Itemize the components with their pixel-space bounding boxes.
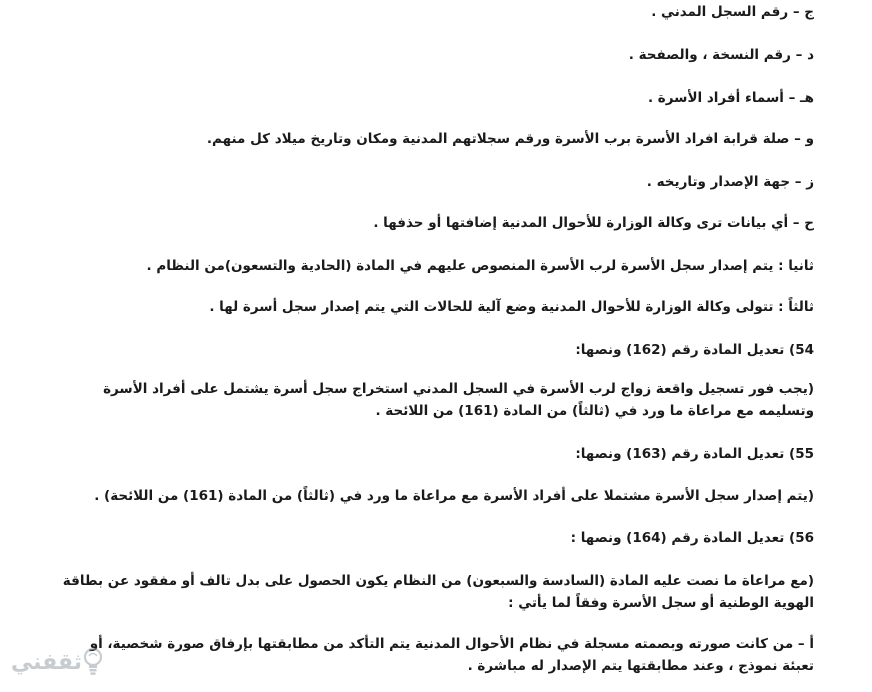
- watermark-text: ثقفني: [10, 649, 82, 675]
- heading-article-164: 56) تعديل المادة رقم (164) ونصها :: [570, 530, 814, 546]
- item-hah: ح – أي بيانات ترى وكالة الوزارة للأحوال المدنية إضافتها أو حذفها .: [373, 215, 814, 231]
- paragraph-second: ثانيا : يتم إصدار سجل الأسرة لرب الأسرة المنصوص عليهم في المادة (الحادية والتسعون)من النظام .: [146, 258, 814, 274]
- text-article-164: (مع مراعاة ما نصت عليه المادة (السادسة والسبعون) من النظام يكون الحصول على بدل تالف أو مفقود عن بطاقة الهوية الوطنية أو سجل الأسرة وفقاً لما يأتي :: [62, 573, 814, 611]
- item-ha: هـ – أسماء أفراد الأسرة .: [647, 90, 814, 106]
- item-waw: و – صلة قرابة افراد الأسرة برب الأسرة ورقم سجلاتهم المدنية ومكان وتاريخ ميلاد كل منهم.: [206, 131, 814, 147]
- item-jeem: ج – رقم السجل المدني .: [651, 4, 814, 20]
- text-article-162: (يجب فور تسجيل واقعة زواج لرب الأسرة في السجل المدني استخراج سجل أسرة يشتمل على أفراد الأسرة وتسليمه مع مراعاة ما ورد في (ثالثاً) من المادة (161) من اللائحة .: [103, 381, 814, 419]
- heading-article-162: 54) تعديل المادة رقم (162) ونصها:: [575, 342, 814, 358]
- text-article-163: (يتم إصدار سجل الأسرة مشتملا على أفراد الأسرة مع مراعاة ما ورد في (ثالثاً) من المادة (161) من اللائحة) .: [94, 488, 814, 504]
- paragraph-third: ثالثاً : تتولى وكالة الوزارة للأحوال المدنية وضع آلية للحالات التي يتم إصدار سجل أسرة لها .: [209, 299, 814, 315]
- item-dal: د – رقم النسخة ، والصفحة .: [628, 47, 814, 63]
- lightbulb-icon: [82, 647, 104, 677]
- heading-article-163: 55) تعديل المادة رقم (163) ونصها:: [575, 446, 814, 462]
- watermark: [6, 640, 106, 684]
- item-zay: ز – جهة الإصدار وتاريخه .: [646, 174, 814, 190]
- item-alif: أ – من كانت صورته وبصمته مسجلة في نظام الأحوال المدنية يتم التأكد من مطابقتها بإرفاق صورة شخصية، أو تعبئة نموذج ، وعند مطابقتها يتم الإصدار له مباشرة .: [89, 636, 814, 674]
